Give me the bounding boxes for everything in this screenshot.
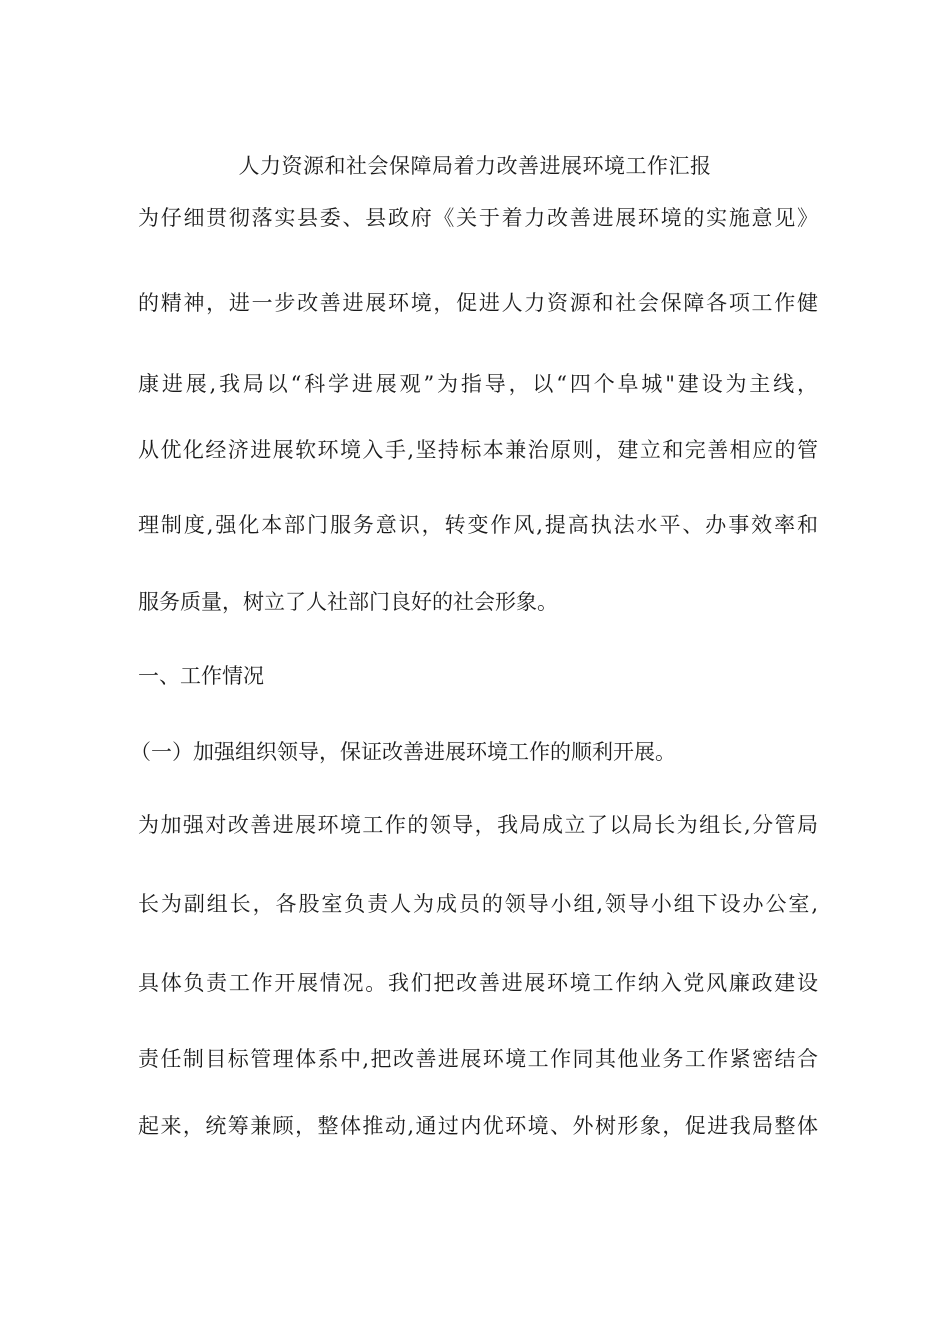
body-line-5: 起来，统筹兼顾，整体推动,通过内优环境、外树形象，促进我局整体	[138, 1114, 818, 1138]
intro-line-3: 康进展,我局以“科学进展观”为指导，以“四个阜城"建设为主线，	[138, 372, 818, 396]
section-heading: 一、工作情况	[138, 664, 264, 688]
intro-line-2: 的精神，进一步改善进展环境，促进人力资源和社会保障各项工作健	[138, 291, 818, 315]
body-line-3: 具体负责工作开展情况。我们把改善进展环境工作纳入党风廉政建设	[138, 971, 818, 995]
subsection-heading: （一）加强组织领导，保证改善进展环境工作的顺利开展。	[130, 740, 676, 764]
intro-line-5: 理制度,强化本部门服务意识，转变作风,提高执法水平、办事效率和	[138, 513, 818, 537]
body-line-1: 为加强对改善进展环境工作的领导，我局成立了以局长为组长,分管局	[138, 813, 818, 837]
intro-line-6: 服务质量，树立了人社部门良好的社会形象。	[138, 590, 558, 614]
document-title: 人力资源和社会保障局着力改善进展环境工作汇报	[238, 154, 712, 178]
intro-line-1: 为仔细贯彻落实县委、县政府《关于着力改善进展环境的实施意见》	[138, 206, 818, 230]
intro-line-4: 从优化经济进展软环境入手,坚持标本兼治原则，建立和完善相应的管	[138, 438, 818, 462]
body-line-2: 长为副组长，各股室负责人为成员的领导小组,领导小组下设办公室,	[138, 892, 818, 916]
body-line-4: 责任制目标管理体系中,把改善进展环境工作同其他业务工作紧密结合	[138, 1047, 818, 1071]
